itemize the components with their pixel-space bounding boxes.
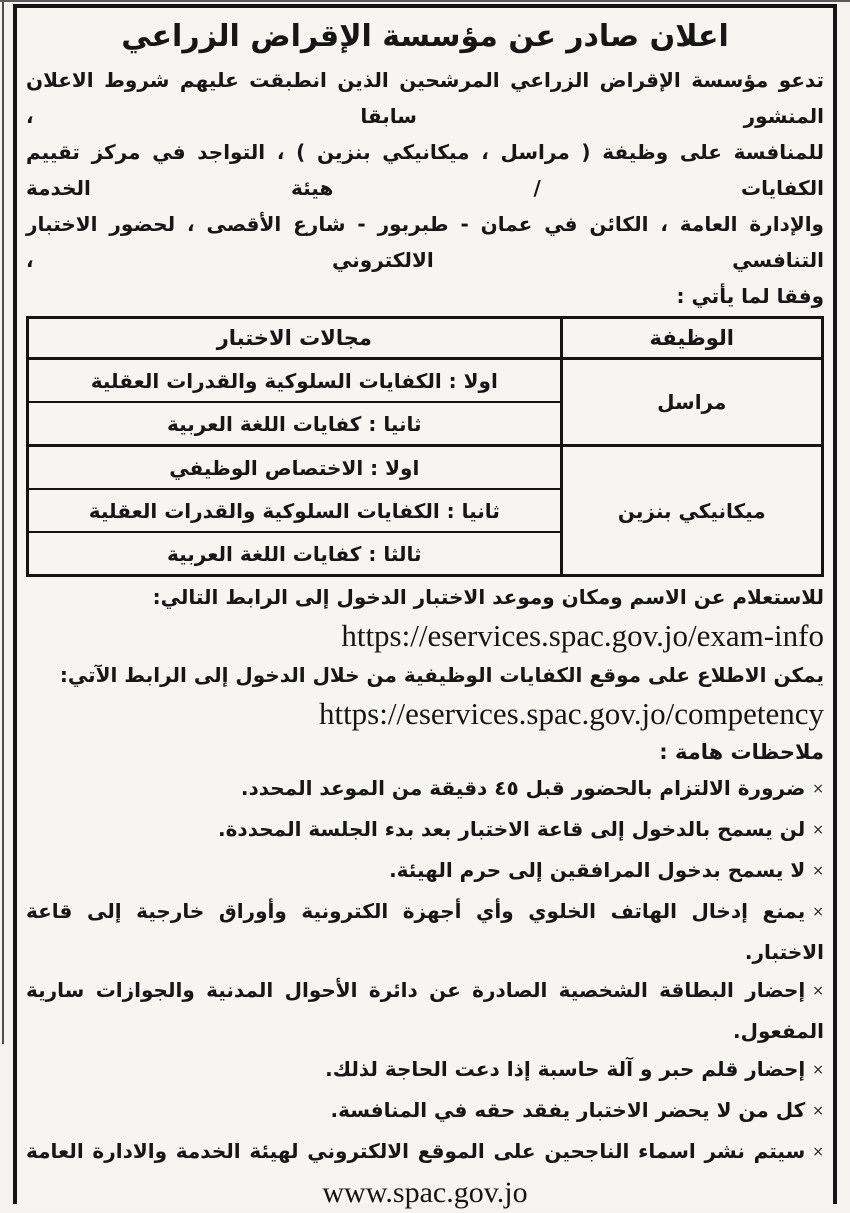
page-edge-rule-left: [2, 0, 4, 1044]
exam-info-url: https://eservices.spac.gov.jo/exam-info: [341, 618, 824, 653]
exam-area-cell: اولا : الكفايات السلوكية والقدرات العقلية: [28, 359, 562, 403]
note-text: سيتم نشر اسماء الناجحين على الموقع الالكتروني لهيئة الخدمة والادارة العامة: [26, 1139, 806, 1163]
intro-paragraph: [26, 62, 824, 314]
footer-website-url: www.spac.gov.jo: [322, 1176, 528, 1209]
table-row: [28, 359, 823, 403]
exam-info-link-label: للاستعلام عن الاسم ومكان وموعد الاختبار الدخول إلى الرابط التالي:: [152, 585, 824, 609]
note-bullet-icon: ×: [812, 1103, 824, 1119]
note-bullet-icon: ×: [812, 1144, 824, 1160]
job-cell-mechanic: ميكانيكي بنزين: [561, 446, 822, 576]
note-item: [26, 1050, 824, 1091]
note-item: [26, 971, 824, 1012]
notes-list: [26, 769, 824, 1173]
exam-area-cell: ثانيا : الكفايات السلوكية والقدرات العقلية: [28, 489, 562, 532]
note-bullet-icon: ×: [812, 863, 824, 879]
note-bullet-icon: ×: [812, 983, 824, 999]
competency-url: https://eservices.spac.gov.jo/competency: [318, 696, 824, 731]
exam-area-cell: ثالثا : كفايات اللغة العربية: [28, 532, 562, 576]
announcement-frame: [13, 4, 837, 1209]
note-item-continuation: الاختبار.: [744, 940, 824, 964]
announcement-title: اعلان صادر عن مؤسسة الإقراض الزراعي: [121, 19, 729, 54]
note-item: [26, 1132, 824, 1173]
notes-section-title: ملاحظات هامة :: [659, 740, 824, 764]
note-item: [26, 1091, 824, 1132]
column-header-exam-areas: مجالات الاختبار: [28, 318, 562, 359]
note-text: يمنع إدخال الهاتف الخلوي وأي أجهزة الكترونية وأوراق خارجية إلى قاعة: [26, 899, 806, 923]
job-cell-courier: مراسل: [561, 359, 822, 446]
jobs-exam-table: [26, 316, 824, 577]
column-header-job: الوظيفة: [561, 318, 822, 359]
note-item: [26, 851, 824, 892]
page-edge-rule-top: [0, 0, 850, 2]
table-header-row: [28, 318, 823, 359]
note-text: إحضار قلم حبر و آلة حاسبة إذا دعت الحاجة لذلك.: [325, 1057, 806, 1081]
note-item-continuation: المفعول.: [733, 1019, 824, 1043]
note-text: ضرورة الالتزام بالحضور قبل ٤٥ دقيقة من الموعد المحدد.: [240, 776, 806, 800]
competency-link-label: يمكن الاطلاع على موقع الكفايات الوظيفية من خلال الدخول إلى الرابط الآتي:: [59, 663, 824, 687]
note-text: كل من لا يحضر الاختبار يفقد حقه في المنافسة.: [330, 1098, 806, 1122]
note-text: لا يسمح بدخول المرافقين إلى حرم الهيئة.: [389, 858, 806, 882]
note-bullet-icon: ×: [812, 781, 824, 797]
intro-line: وفقا لما يأتي :: [676, 284, 824, 308]
intro-line: تدعو مؤسسة الإقراض الزراعي المرشحين الذين انطبقت عليهم شروط الاعلان المنشور سابقا ،: [26, 68, 824, 128]
links-section: [26, 579, 824, 735]
note-bullet-icon: ×: [812, 822, 824, 838]
intro-line: والإدارة العامة ، الكائن في عمان - طبربور - شارع الأقصى ، لحضور الاختبار التنافسي الالكتروني ،: [26, 212, 824, 272]
note-text: إحضار البطاقة الشخصية الصادرة عن دائرة الأحوال المدنية والجوازات سارية: [26, 978, 806, 1002]
note-item: [26, 810, 824, 851]
note-item: [26, 892, 824, 933]
note-bullet-icon: ×: [812, 904, 824, 920]
exam-area-cell: ثانيا : كفايات اللغة العربية: [28, 402, 562, 446]
intro-line: للمنافسة على وظيفة ( مراسل ، ميكانيكي بنزين ) ، التواجد في مركز تقييم الكفايات / هيئة الخدمة: [26, 140, 824, 200]
note-item: [26, 769, 824, 810]
exam-area-cell: اولا : الاختصاص الوظيفي: [28, 446, 562, 490]
note-text: لن يسمح بالدخول إلى قاعة الاختبار بعد بدء الجلسة المحددة.: [218, 817, 806, 841]
note-bullet-icon: ×: [812, 1062, 824, 1078]
table-row: [28, 446, 823, 490]
